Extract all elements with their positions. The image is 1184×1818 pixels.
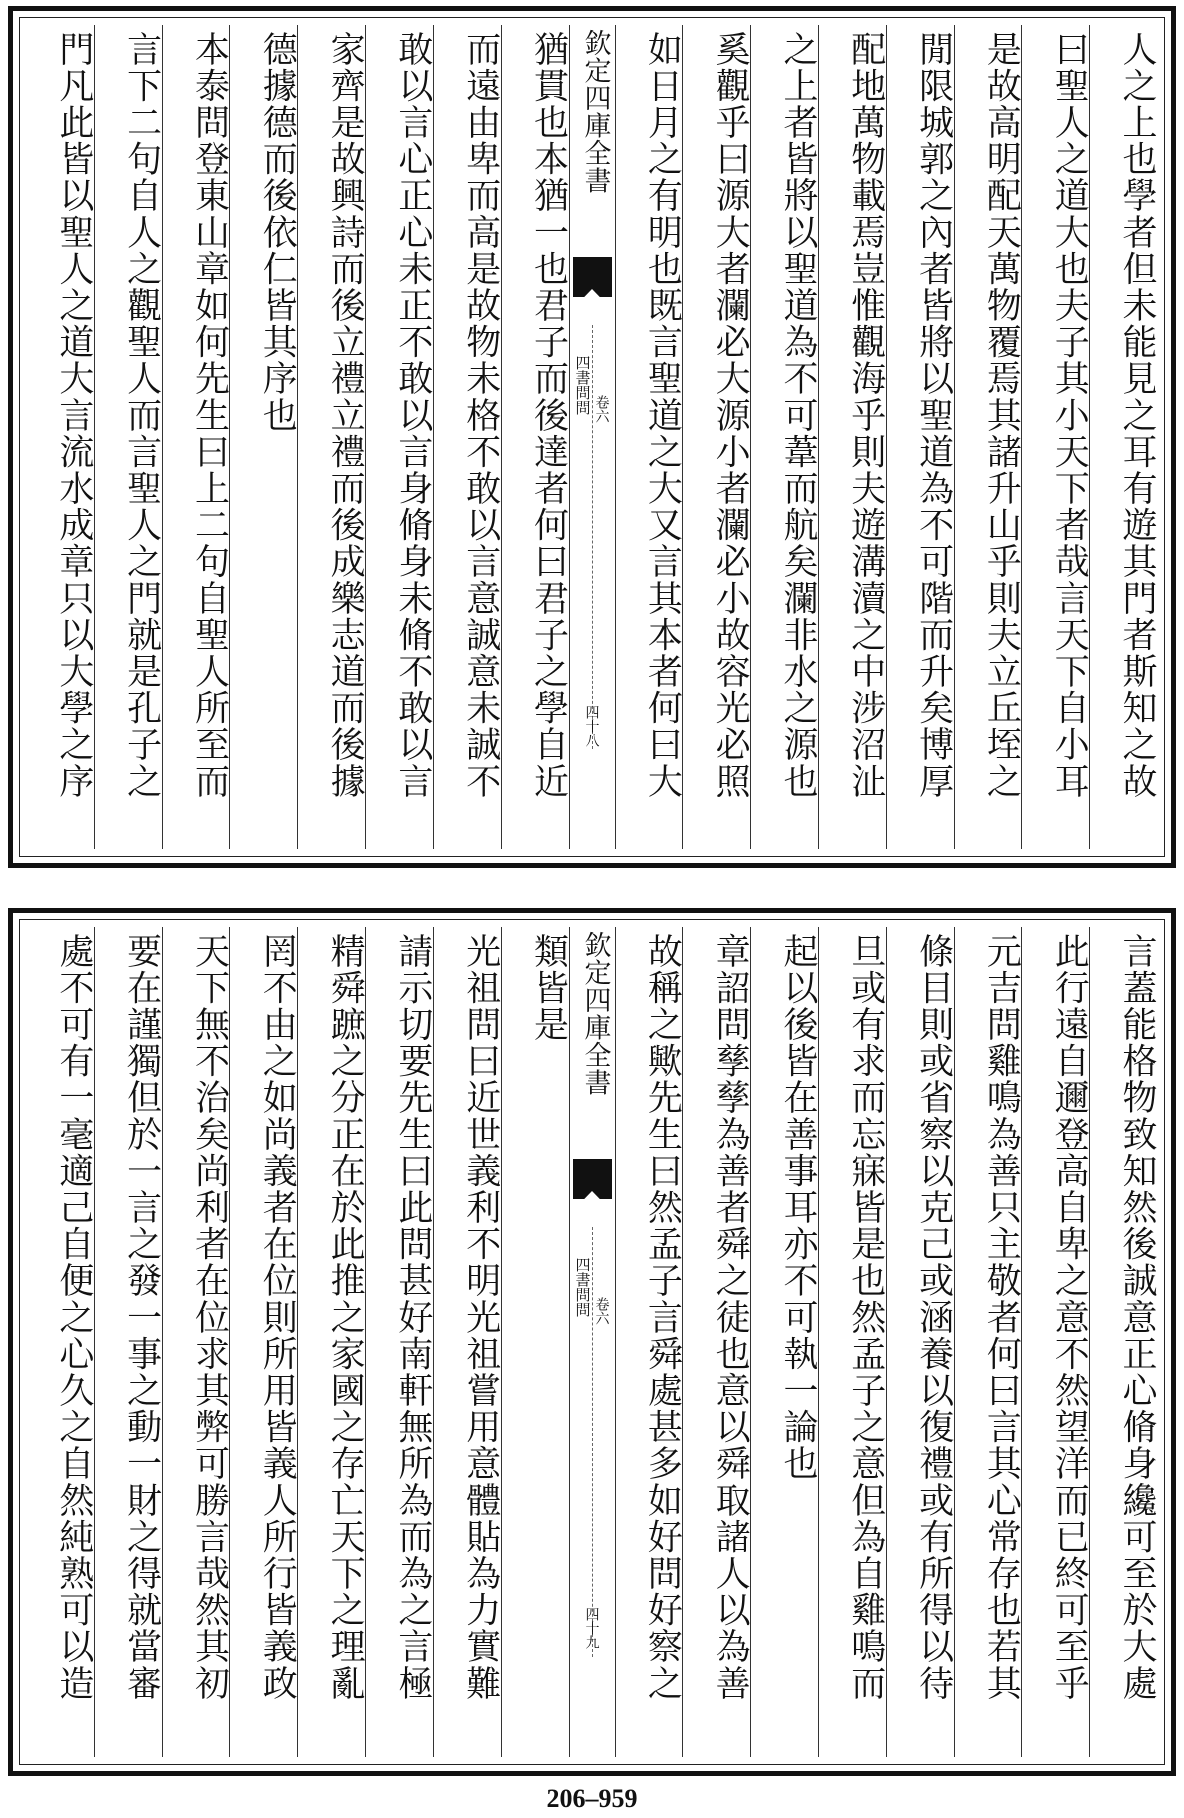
text-column: 是故高明配天萬物覆焉其諸升山乎則夫立丘垤之 [954, 25, 1022, 849]
text-column: 條目則或省察以克己或涵養以復禮或有所得以待 [886, 927, 954, 1757]
text-column: 奚觀乎曰源大者瀾必大源小者瀾必小故容光必照 [682, 25, 750, 849]
text-column: 言下二句自人之觀聖人而言聖人之門就是孔子之 [94, 25, 162, 849]
lower-page-columns [27, 927, 1157, 1757]
text-column: 光祖問曰近世義利不明光祖嘗用意體貼為力實難 [433, 927, 501, 1757]
text-column: 天下無不治矣尚利者在位求其弊可勝言哉然其初 [162, 927, 230, 1757]
spine-book-title: 四書問問 [573, 355, 592, 415]
text-column: 配地萬物載焉豈惟觀海乎則夫遊溝瀆之中涉沼沚 [818, 25, 886, 849]
text-column: 閒限城郭之內者皆將以聖道為不可階而升矣博厚 [886, 25, 954, 849]
upper-page [8, 6, 1176, 868]
text-column: 精舜蹠之分正在於此推之家國之存亡天下之理亂 [297, 927, 365, 1757]
text-column: 人之上也學者但未能見之耳有遊其門者斯知之故 [1089, 25, 1157, 849]
text-column: 之上者皆將以聖道為不可葦而航矣瀾非水之源也 [750, 25, 818, 849]
spine-folio: 四十九 [583, 1607, 600, 1649]
fishtail-mark-icon [573, 1159, 612, 1199]
upper-page-columns [27, 25, 1157, 849]
text-column: 德據德而後依仁皆其序也 [229, 25, 297, 849]
center-spine [569, 25, 615, 849]
spine-volume: 卷六 [593, 395, 610, 423]
text-column: 家齊是故興詩而後立禮立禮而後成樂志道而後據 [297, 25, 365, 849]
text-column: 起以後皆在善事耳亦不可執一論也 [750, 927, 818, 1757]
spine-title: 欽定四庫全書 [579, 931, 611, 1096]
text-column: 請示切要先生曰此問甚好南軒無所為而為之言極 [365, 927, 433, 1757]
text-column: 章詔問孳孳為善者舜之徒也意以舜取諸人以為善 [682, 927, 750, 1757]
text-column: 旦或有求而忘寐皆是也然孟子之意但為自雞鳴而 [818, 927, 886, 1757]
spine-title: 欽定四庫全書 [579, 29, 611, 194]
text-column: 曰聖人之道大也夫子其小天下者哉言天下自小耳 [1021, 25, 1089, 849]
text-column: 此行遠自邇登高自卑之意不然望洋而已終可至乎 [1021, 927, 1089, 1757]
text-column: 罔不由之如尚義者在位則所用皆義人所行皆義政 [229, 927, 297, 1757]
text-column: 猶貫也本猶一也君子而後達者何曰君子之學自近 [501, 25, 569, 849]
text-column: 言蓋能格物致知然後誠意正心脩身纔可至於大處 [1089, 927, 1157, 1757]
spine-book-title: 四書問問 [573, 1257, 592, 1317]
lower-page [8, 908, 1176, 1776]
text-column: 故稱之歟先生曰然孟子言舜處甚多如好問好察之 [615, 927, 683, 1757]
text-column: 而遠由卑而高是故物未格不敢以言意誠意未誠不 [433, 25, 501, 849]
spine-volume: 卷六 [593, 1297, 610, 1325]
text-column: 要在謹獨但於一言之發一事之動一財之得就當審 [94, 927, 162, 1757]
spine-folio: 四十八 [583, 705, 600, 747]
page-number: 206–959 [546, 1784, 638, 1813]
center-spine [569, 927, 615, 1757]
fishtail-mark-icon [573, 257, 612, 297]
text-column: 類皆是 [501, 927, 569, 1757]
text-column: 處不可有一毫適己自便之心久之自然純熟可以造 [53, 933, 94, 1702]
text-column: 元吉問雞鳴為善只主敬者何曰言其心常存也若其 [954, 927, 1022, 1757]
text-column: 門凡此皆以聖人之道大言流水成章只以大學之序 [53, 31, 94, 800]
text-column: 如日月之有明也既言聖道之大又言其本者何曰大 [615, 25, 683, 849]
text-column: 敢以言心正心未正不敢以言身脩身未脩不敢以言 [365, 25, 433, 849]
text-column: 本泰問登東山章如何先生曰上二句自聖人所至而 [162, 25, 230, 849]
